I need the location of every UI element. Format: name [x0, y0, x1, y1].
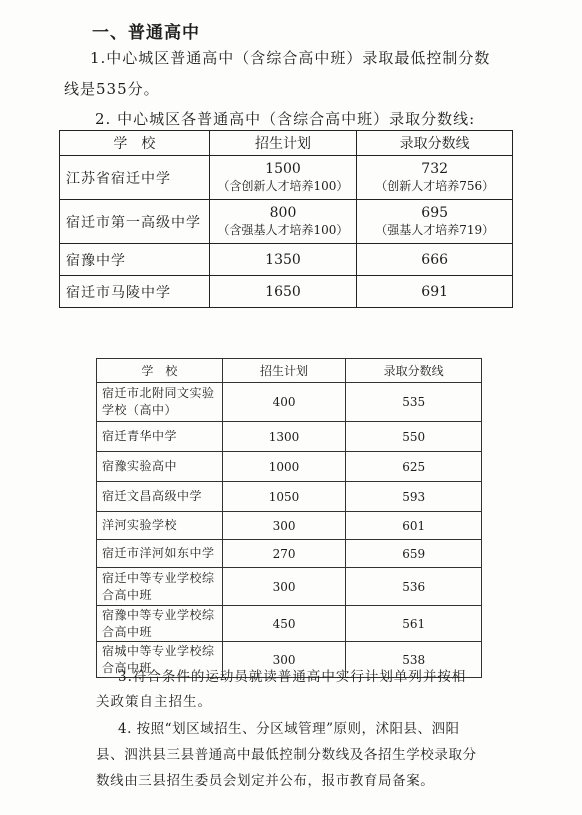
paragraph-4-line-3: 数线由三县招生委员会划定并公布，报市教育局备案。 [96, 773, 435, 789]
plan-cell [209, 200, 357, 244]
table-row [60, 244, 513, 276]
table-header-row [60, 131, 513, 156]
plan-value: 400 [222, 383, 346, 422]
score-cell [357, 156, 513, 200]
school-name: 宿迁市马陵中学 [60, 276, 210, 308]
plan-value: 1500 [265, 161, 301, 177]
plan-value: 1650 [209, 276, 357, 308]
paragraph-3-line-1: 3.符合条件的运动员就读普通高中实行计划单列并按相 [118, 669, 467, 685]
paragraph-4-line-1: 4. 按照“划区域招生、分区域管理”原则，沭阳县、泗阳 [118, 721, 460, 737]
table-row [60, 200, 513, 244]
central-city-score-table [59, 130, 513, 308]
school-name-line-2: 学校（高中） [102, 403, 178, 417]
score-value: 561 [346, 606, 482, 642]
school-name: 宿豫实验高中 [97, 452, 223, 482]
table-row [97, 452, 482, 482]
header-score: 录取分数线 [357, 131, 513, 156]
paragraph-4-line-2: 县、泗洪县三县普通高中最低控制分数线及各招生学校录取分 [96, 747, 477, 763]
school-name: 宿豫中学 [60, 244, 210, 276]
score-value: 593 [346, 482, 482, 512]
school-name [97, 383, 223, 422]
score-value: 691 [357, 276, 513, 308]
header-plan: 招生计划 [222, 359, 346, 383]
school-name-line-1: 宿城中等专业学校综 [102, 643, 215, 658]
school-name: 江苏省宿迁中学 [60, 156, 210, 200]
plan-value: 1350 [209, 244, 357, 276]
score-value: 536 [346, 568, 482, 606]
school-name-line-2: 合高中班 [102, 587, 153, 602]
paragraph-2: 2. 中心城区各普通高中（含综合高中班）录取分数线: [95, 110, 476, 128]
plan-value: 1050 [222, 482, 346, 512]
school-name-line-1: 宿豫中等专业学校综 [102, 607, 215, 622]
score-value: 732 [421, 161, 449, 177]
plan-value: 450 [222, 606, 346, 642]
table-header-row [97, 359, 482, 383]
score-value: 538 [346, 642, 482, 678]
paragraph-1-line-2: 线是535分。 [64, 80, 160, 98]
score-value: 695 [421, 205, 449, 221]
plan-note: （含创新人才培养100） [217, 179, 349, 193]
table-row [60, 156, 513, 200]
school-name: 宿迁市第一高级中学 [60, 200, 210, 244]
table-row [97, 482, 482, 512]
school-name: 宿迁市洋河如东中学 [97, 540, 223, 568]
paragraph-1-line-1: 1.中心城区普通高中（含综合高中班）录取最低控制分数 [90, 49, 491, 67]
school-name-line-2: 合高中班 [102, 660, 153, 675]
score-value: 659 [346, 540, 482, 568]
plan-value: 270 [222, 540, 346, 568]
header-plan: 招生计划 [209, 131, 357, 156]
school-name [97, 568, 223, 606]
other-schools-score-table [96, 358, 482, 678]
school-name: 洋河实验学校 [97, 512, 223, 540]
score-value: 535 [346, 383, 482, 422]
school-name-line-1: 宿迁中等专业学校综 [102, 570, 215, 585]
plan-value: 1300 [222, 422, 346, 452]
score-note: （创新人才培养756） [375, 179, 495, 193]
score-value: 625 [346, 452, 482, 482]
school-name-line-2: 合高中班 [102, 624, 153, 639]
table-row [97, 568, 482, 606]
school-name: 宿迁青华中学 [97, 422, 223, 452]
school-name-line-1: 宿迁市北附同文实验 [102, 386, 215, 400]
score-value: 550 [346, 422, 482, 452]
plan-note: （含强基人才培养100） [217, 223, 349, 237]
table-row [97, 606, 482, 642]
header-score: 录取分数线 [346, 359, 482, 383]
section-heading: 一、普通高中 [92, 23, 200, 43]
table-row [97, 540, 482, 568]
plan-cell [209, 156, 357, 200]
header-school: 学 校 [60, 131, 210, 156]
header-school: 学 校 [97, 359, 223, 383]
plan-value: 300 [222, 642, 346, 678]
table-row [97, 383, 482, 422]
plan-value: 1000 [222, 452, 346, 482]
school-name: 宿迁文昌高级中学 [97, 482, 223, 512]
paragraph-3-line-2: 关政策自主招生。 [96, 694, 212, 710]
plan-value: 300 [222, 512, 346, 540]
plan-value: 300 [222, 568, 346, 606]
school-name [97, 606, 223, 642]
score-note: （强基人才培养719） [375, 223, 495, 237]
plan-value: 800 [269, 205, 297, 221]
score-value: 601 [346, 512, 482, 540]
table-row [97, 512, 482, 540]
table-row [60, 276, 513, 308]
score-value: 666 [357, 244, 513, 276]
table-row [97, 422, 482, 452]
score-cell [357, 200, 513, 244]
